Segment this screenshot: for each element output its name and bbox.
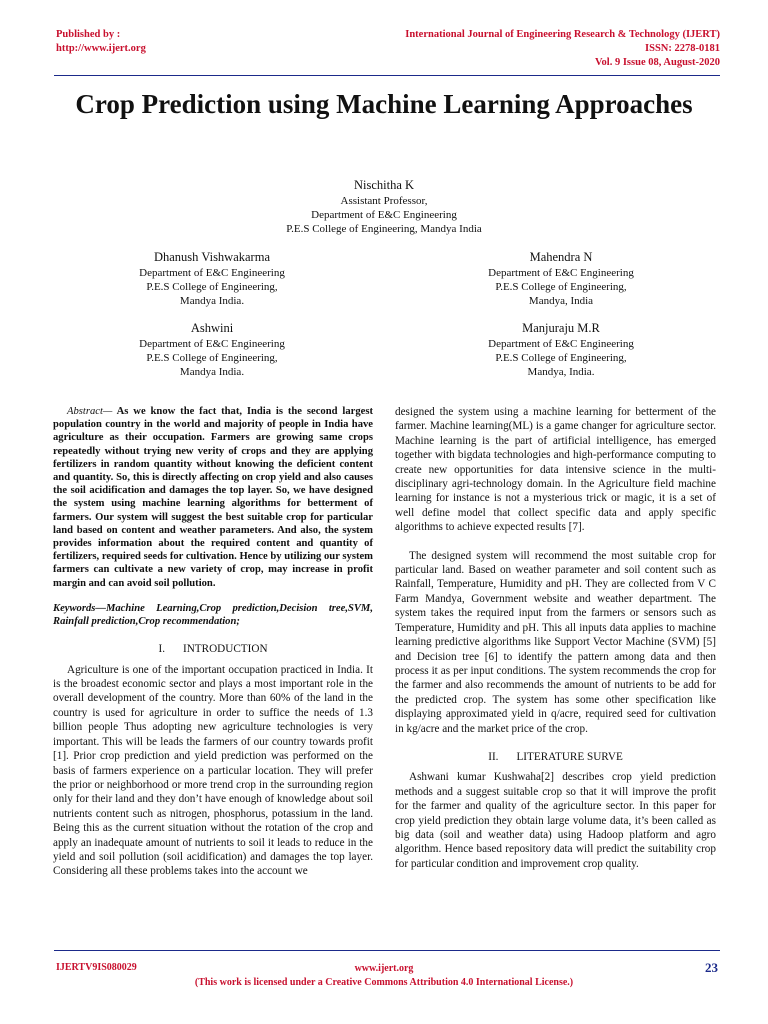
section-number: II.	[488, 750, 499, 763]
author-name: Dhanush Vishwakarma	[153, 250, 270, 264]
intro-paragraph: Agriculture is one of the important occupation practiced in India. It is the broadest economic sector and plays a most important role in the overall development of the country. More than 60% of the land in the country is used for agriculture in order to suffice the needs of 1.3 billion people Thus adopting new agriculture technologies is very important. This will be leads the farmers of our country towards profit [1]. Prior crop prediction and yield prediction was performed on the basis of farmers experience on a particular location. They will prefer the prior or neighborhood or more trend crop in the surrounding region only for their land and they don’t have enough of knowledge about soil nutrients content such as nitrogen, phosphorus, potassium in the land. Being this as the current situation without the rotation of the crop and apply an inadequate amount of nutrients to soil it leads to reduce in the yield and soil pollution (soil acidification) and damages the top layer. Considering all these problems takes into the account we	[53, 663, 373, 878]
published-by-label: Published by :	[56, 29, 121, 40]
footer-rule	[54, 950, 720, 951]
section-heading-introduction	[53, 642, 373, 656]
author-affiliation-line: Department of E&C Engineering	[139, 338, 285, 350]
body-paragraph: Ashwani kumar Kushwaha[2] describes crop yield prediction methods and a suggest suitable crop so that it will improve the profit for the farmer and quality of the agriculture sector. In this paper for crop yield prediction they obtain large volume data, it’s been called as big data (soil and weather data) using Hadoop platform and agro algorithm. Hence based repository data will predict the suitability crop for particular condition and improvement crop quality.	[395, 771, 716, 870]
author-affiliation-line: P.E.S College of Engineering,	[146, 352, 278, 364]
paper-id: IJERTV9IS080029	[56, 962, 137, 973]
issn: ISSN: 2278-0181	[645, 43, 720, 54]
author-affiliation-line: Mandya, India	[528, 295, 594, 307]
author-name: Mahendra N	[529, 250, 593, 264]
author-name: Nischitha K	[353, 178, 415, 192]
section-number: I.	[158, 643, 165, 656]
author-affiliation-line: Department of E&C Engineering	[139, 267, 285, 279]
author-4	[97, 319, 327, 379]
author-name: Ashwini	[190, 321, 234, 335]
author-affiliation-line: P.E.S College of Engineering,	[495, 281, 627, 293]
section-heading-literature-survey	[395, 750, 716, 764]
footer-center	[0, 962, 768, 990]
footer-site-link[interactable]: www.ijert.org	[354, 963, 414, 974]
paper-title: Crop Prediction using Machine Learning Approaches	[75, 89, 693, 119]
author-3	[446, 248, 676, 308]
body-paragraph: The designed system will recommend the most suitable crop for particular land. Based on weather parameter and soil content such as Rainfall, Temperature, Humidity and pH. They are collected from V C Farm Mandya, Government website and weather department. The system takes the required input from the farmers or sensors such as Temperature, Humidity and pH. This all inputs data applies to machine learning predictive algorithms like Support Vector Machine (SVM) [5] and Decision tree [6] to identify the pattern among data and then process it as per input conditions. The system recommends the crop for the farmer and also recommends the amount of nutrients to be add for the predicted crop. The system has some other specification like displaying approximated yield in q/acre, required seed for cultivation in kg/acre and the market price of the crop.	[395, 549, 716, 735]
author-affiliation-line: Department of E&C Engineering	[488, 338, 634, 350]
author-affiliation-line: P.E.S College of Engineering,	[495, 352, 627, 364]
author-affiliation-line: Mandya, India.	[527, 366, 595, 378]
author-name: Manjuraju M.R	[522, 321, 600, 335]
volume-issue: Vol. 9 Issue 08, August-2020	[594, 57, 720, 68]
abstract-label: Abstract—	[67, 406, 113, 417]
journal-name: International Journal of Engineering Research & Technology (IJERT)	[405, 29, 720, 40]
author-affiliation-line: Mandya India.	[179, 366, 245, 378]
right-column	[395, 405, 716, 871]
abstract-text: As we know the fact that, India is the second largest population country in the world and majority of people in India have agriculture as their occupation. Farmers are growing same crops repeatedly without trying new verity of crops and they are applying fertilizers in random quantity without knowing the deficient content and quantity. So, this is directly affecting on crop yield and also causes the soil acidification and damages the top layer. So, we have designed the system using machine learning algorithms for betterment of farmers. Our system will suggest the best suitable crop for particular land based on content and weather parameters. And also, the system provides information about the required content and quantity of fertilizers, required seeds for cultivation. Hence by utilizing our system farmers can cultivate a new variety of crop, may increase in profit margin and can avoid soil pollution.	[53, 406, 373, 589]
author-affiliation-line: Assistant Professor,	[340, 195, 428, 207]
keywords: Keywords—Machine Learning,Crop prediction,Decision tree,SVM, Rainfall prediction,Crop recommendation;	[53, 602, 373, 628]
section-title: LITERATURE SURVE	[516, 750, 623, 763]
section-title: INTRODUCTION	[183, 643, 268, 656]
author-affiliation-line: Department of E&C Engineering	[488, 267, 634, 279]
header-rule	[54, 75, 720, 76]
journal-info-block	[405, 28, 720, 70]
left-column	[53, 405, 373, 879]
abstract	[53, 405, 373, 590]
author-affiliation-line: P.E.S College of Engineering, Mandya India	[286, 223, 482, 235]
author-2	[97, 248, 327, 308]
body-paragraph: designed the system using a machine learning for betterment of the farmer. Machine learning(ML) is a game changer for agriculture sector. Machine learning is the part of artificial intelligence, has emerged together with bigdata technologies and high-performance computing to create new opportunities for data intensive science in the multi-disciplinary agri-technology domain. In the Agriculture field machine learning for instance is not a mysterious trick or magic, it is a set of well define model that collect specific data and apply specific algorithms to achieve expected results [7].	[395, 406, 716, 534]
journal-url-link[interactable]: http://www.ijert.org	[56, 43, 146, 54]
author-affiliation-line: Mandya India.	[179, 295, 245, 307]
author-5	[446, 319, 676, 379]
author-affiliation-line: Department of E&C Engineering	[311, 209, 457, 221]
license-note: (This work is licensed under a Creative Commons Attribution 4.0 International License.)	[194, 977, 574, 988]
page-number: 23	[705, 960, 718, 975]
publisher-block	[56, 28, 146, 56]
author-affiliation-line: P.E.S College of Engineering,	[146, 281, 278, 293]
author-main	[184, 176, 584, 236]
